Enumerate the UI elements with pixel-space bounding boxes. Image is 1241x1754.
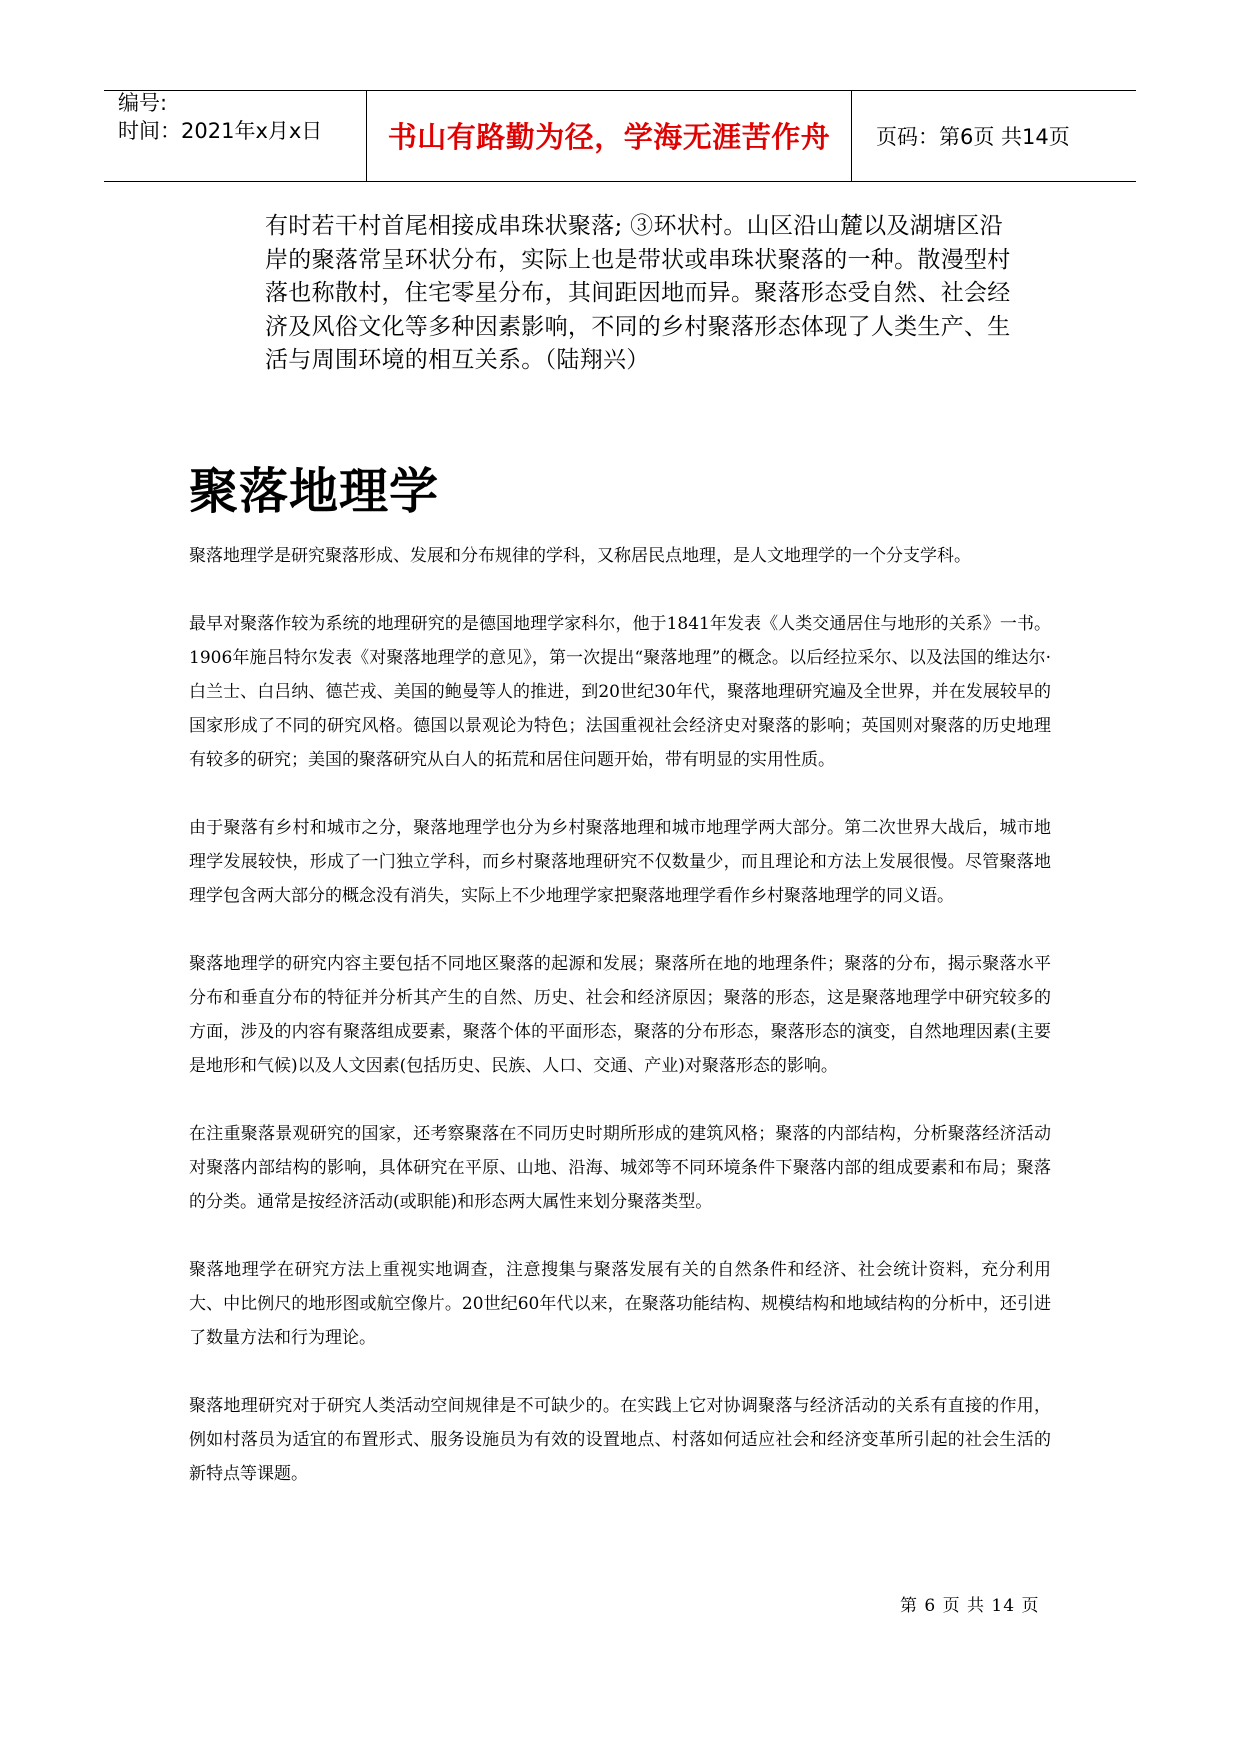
serial-label: 编号: [118,91,168,115]
section-title: 聚落地理学 [189,463,440,520]
intro-line: 活与周围环境的相互关系。（陆翔兴） [265,347,650,373]
time-label: 时间：2021年x月x日 [118,119,323,143]
article-body [189,539,1051,1525]
paragraph: 聚落地理学的研究内容主要包括不同地区聚落的起源和发展；聚落所在地的地理条件；聚落的分布，揭示聚落水平分布和垂直分布的特征并分析其产生的自然、历史、社会和经济原因；聚落的形态，这是聚落地理学中研究较多的方面，涉及的内容有聚落组成要素，聚落个体的平面形态，聚落的分布形态，聚落形态的演变，自然地理因素(主要是地形和气候)以及人文因素(包括历史、民族、人口、交通、产业)对聚落形态的影响。 [189,954,1051,1076]
intro-line: 落也称散村，住宅零星分布，其间距因地而异。聚落形态受自然、社会经 [265,280,1011,306]
header-meta-cell [104,91,367,181]
paragraph: 最早对聚落作较为系统的地理研究的是德国地理学家科尔，他于1841年发表《人类交通居住与地形的关系》一书。1906年施吕特尔发表《对聚落地理学的意见》，第一次提出“聚落地理”的概念。以后经拉采尔、以及法国的维达尔·白兰士、白吕纳、德芒戎、美国的鲍曼等人的推进，到20世纪30年代，聚落地理研究遍及全世界，并在发展较早的国家形成了不同的研究风格。德国以景观论为特色；法国重视社会经济史对聚落的影响；英国则对聚落的历史地理有较多的研究；美国的聚落研究从白人的拓荒和居住问题开始，带有明显的实用性质。 [189,614,1051,770]
paragraph: 由于聚落有乡村和城市之分，聚落地理学也分为乡村聚落地理和城市地理学两大部分。第二次世界大战后，城市地理学发展较快，形成了一门独立学科，而乡村聚落地理研究不仅数量少，而且理论和方法上发展很慢。尽管聚落地理学包含两大部分的概念没有消失，实际上不少地理学家把聚落地理学看作乡村聚落地理学的同义语。 [189,818,1051,906]
intro-paragraph [265,210,1065,378]
intro-line: 有时若干村首尾相接成串珠状聚落; ③环状村。山区沿山麓以及湖塘区沿 [265,213,1003,239]
page-header [104,90,1136,182]
header-motto: 书山有路勤为径，学海无涯苦作舟 [367,91,852,181]
paragraph: 聚落地理学在研究方法上重视实地调查，注意搜集与聚落发展有关的自然条件和经济、社会统计资料，充分利用大、中比例尺的地形图或航空像片。20世纪60年代以来，在聚落功能结构、规模结构和地域结构的分析中，还引进了数量方法和行为理论。 [189,1260,1051,1348]
page-footer: 第 6 页 共 14 页 [900,1596,1040,1616]
header-page-label: 页码：第6页 共14页 [876,125,1070,149]
intro-line: 济及风俗文化等多种因素影响，不同的乡村聚落形态体现了人类生产、生 [265,313,1011,340]
intro-line: 岸的聚落常呈环状分布，实际上也是带状或串珠状聚落的一种。散漫型村 [265,246,1011,273]
paragraph: 聚落地理学是研究聚落形成、发展和分布规律的学科，又称居民点地理，是人文地理学的一个分支学科。 [189,546,971,566]
paragraph: 在注重聚落景观研究的国家，还考察聚落在不同历史时期所形成的建筑风格；聚落的内部结构，分析聚落经济活动对聚落内部结构的影响，具体研究在平原、山地、沿海、城郊等不同环境条件下聚落内部的组成要素和布局；聚落的分类。通常是按经济活动(或职能)和形态两大属性来划分聚落类型。 [189,1124,1051,1212]
paragraph: 聚落地理研究对于研究人类活动空间规律是不可缺少的。在实践上它对协调聚落与经济活动的关系有直接的作用，例如村落员为适宜的布置形式、服务设施员为有效的设置地点、村落如何适应社会和经济变革所引起的社会生活的新特点等课题。 [189,1396,1051,1484]
